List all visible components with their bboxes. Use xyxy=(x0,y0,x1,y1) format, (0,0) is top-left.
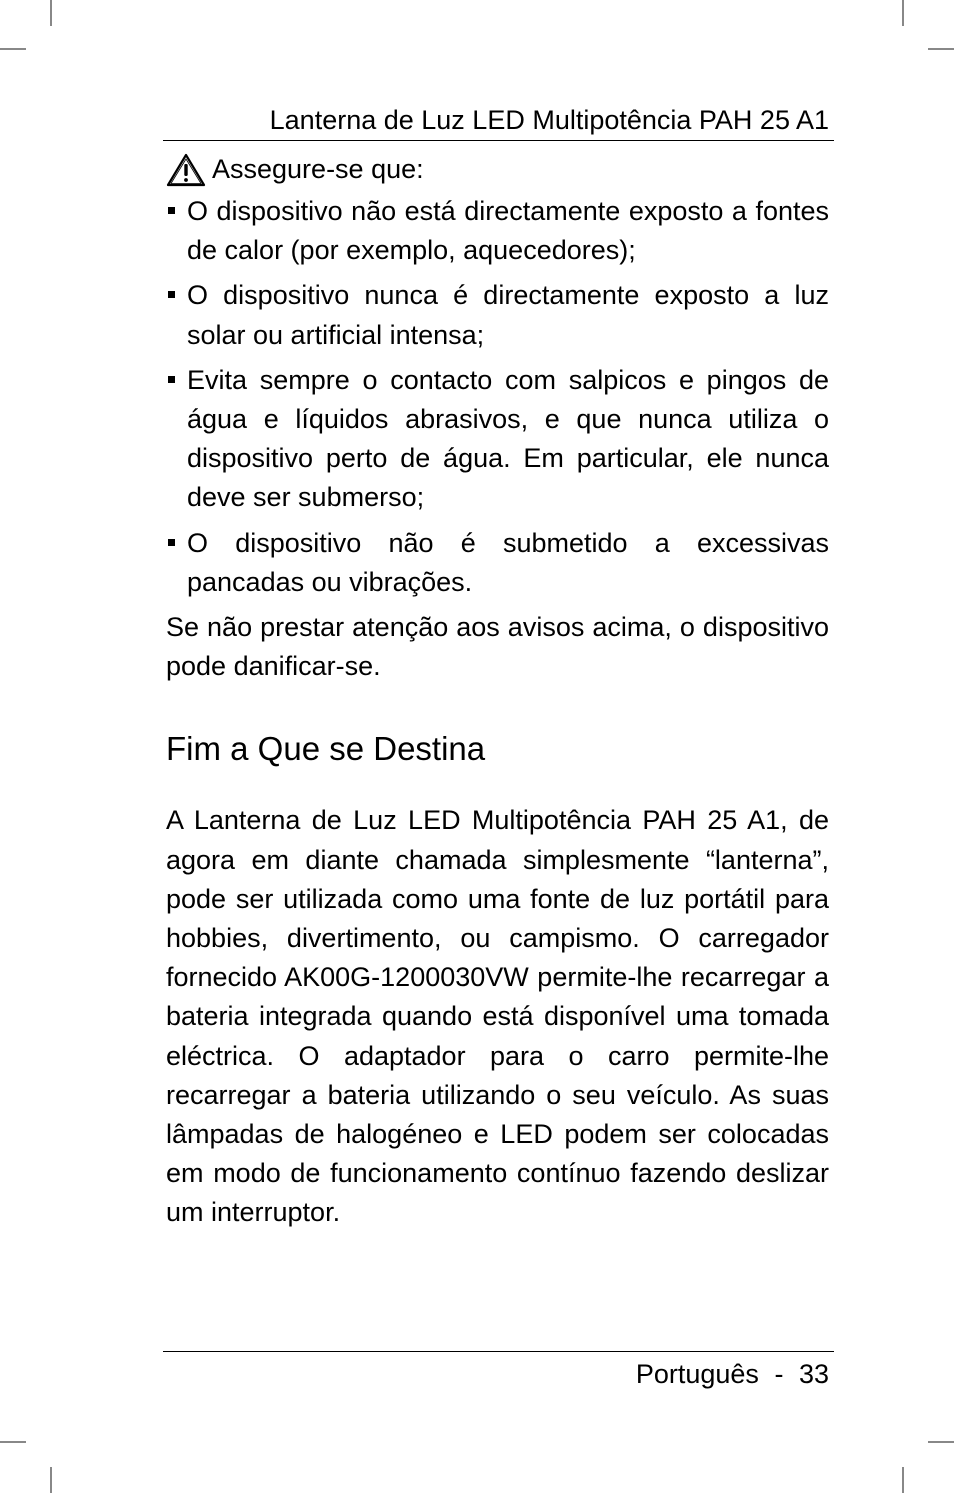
list-item xyxy=(166,361,829,518)
list-item xyxy=(166,192,829,270)
page-header xyxy=(163,100,834,141)
warning-intro xyxy=(166,148,829,192)
warning-intro-text: Assegure-se que: xyxy=(212,154,424,185)
crop-mark-top-left xyxy=(50,0,52,26)
page-number: 33 xyxy=(798,1359,829,1389)
page-content xyxy=(166,148,829,1233)
warning-triangle-icon xyxy=(166,153,206,187)
list-item-text: O dispositivo nunca é directamente exposto a luz solar ou artificial intensa; xyxy=(187,280,829,350)
header-title: Lanterna de Luz LED Multipotência PAH 25 A1 xyxy=(269,105,829,135)
precautions-list xyxy=(166,192,829,602)
list-item-text: O dispositivo não é submetido a excessivas pancadas ou vibrações. xyxy=(187,527,829,597)
crop-mark-top-right xyxy=(928,48,954,50)
crop-mark-bottom-left xyxy=(50,1467,52,1493)
footer-language: Português xyxy=(635,1359,759,1389)
section-body: A Lanterna de Luz LED Multipotência PAH 25 A1, de agora em diante chamada simplesmente “lanterna”, pode ser utilizada como uma fonte de luz portátil para hobbies, divertimento, ou campismo. O carregador fornecido AK00G-1200030VW permite-lhe recarregar a bateria integrada quando está disponível uma tomada eléctrica. O adaptador para o carro permite-lhe recarregar a bateria utilizando o seu veículo. As suas lâmpadas de halogéneo e LED podem ser colocadas em modo de funcionamento contínuo fazendo deslizar um interruptor. xyxy=(166,805,829,1228)
bullet-square-icon xyxy=(168,207,175,214)
crop-mark-bottom-right xyxy=(902,1467,904,1493)
bullet-square-icon xyxy=(168,376,175,383)
bullet-square-icon xyxy=(168,291,175,298)
list-item-text: Evita sempre o contacto com salpicos e pingos de água e líquidos abrasivos, e que nunca utiliza o dispositivo perto de água. Em particular, ele nunca deve ser submerso; xyxy=(187,364,829,513)
page-footer xyxy=(163,1351,834,1389)
footer-separator: - xyxy=(774,1359,784,1389)
list-item-text: O dispositivo não está directamente exposto a fontes de calor (por exemplo, aquecedores); xyxy=(187,196,829,266)
list-item xyxy=(166,276,829,354)
list-item xyxy=(166,524,829,602)
crop-mark-top-right xyxy=(902,0,904,26)
crop-mark-bottom-right xyxy=(928,1441,954,1443)
warning-note: Se não prestar atenção aos avisos acima, o dispositivo pode danificar-se. xyxy=(166,612,829,682)
bullet-square-icon xyxy=(168,539,175,546)
crop-mark-bottom-left xyxy=(0,1441,26,1443)
section-title: Fim a Que se Destina xyxy=(166,730,486,768)
crop-mark-top-left xyxy=(0,48,26,50)
footer-text xyxy=(636,1358,829,1390)
